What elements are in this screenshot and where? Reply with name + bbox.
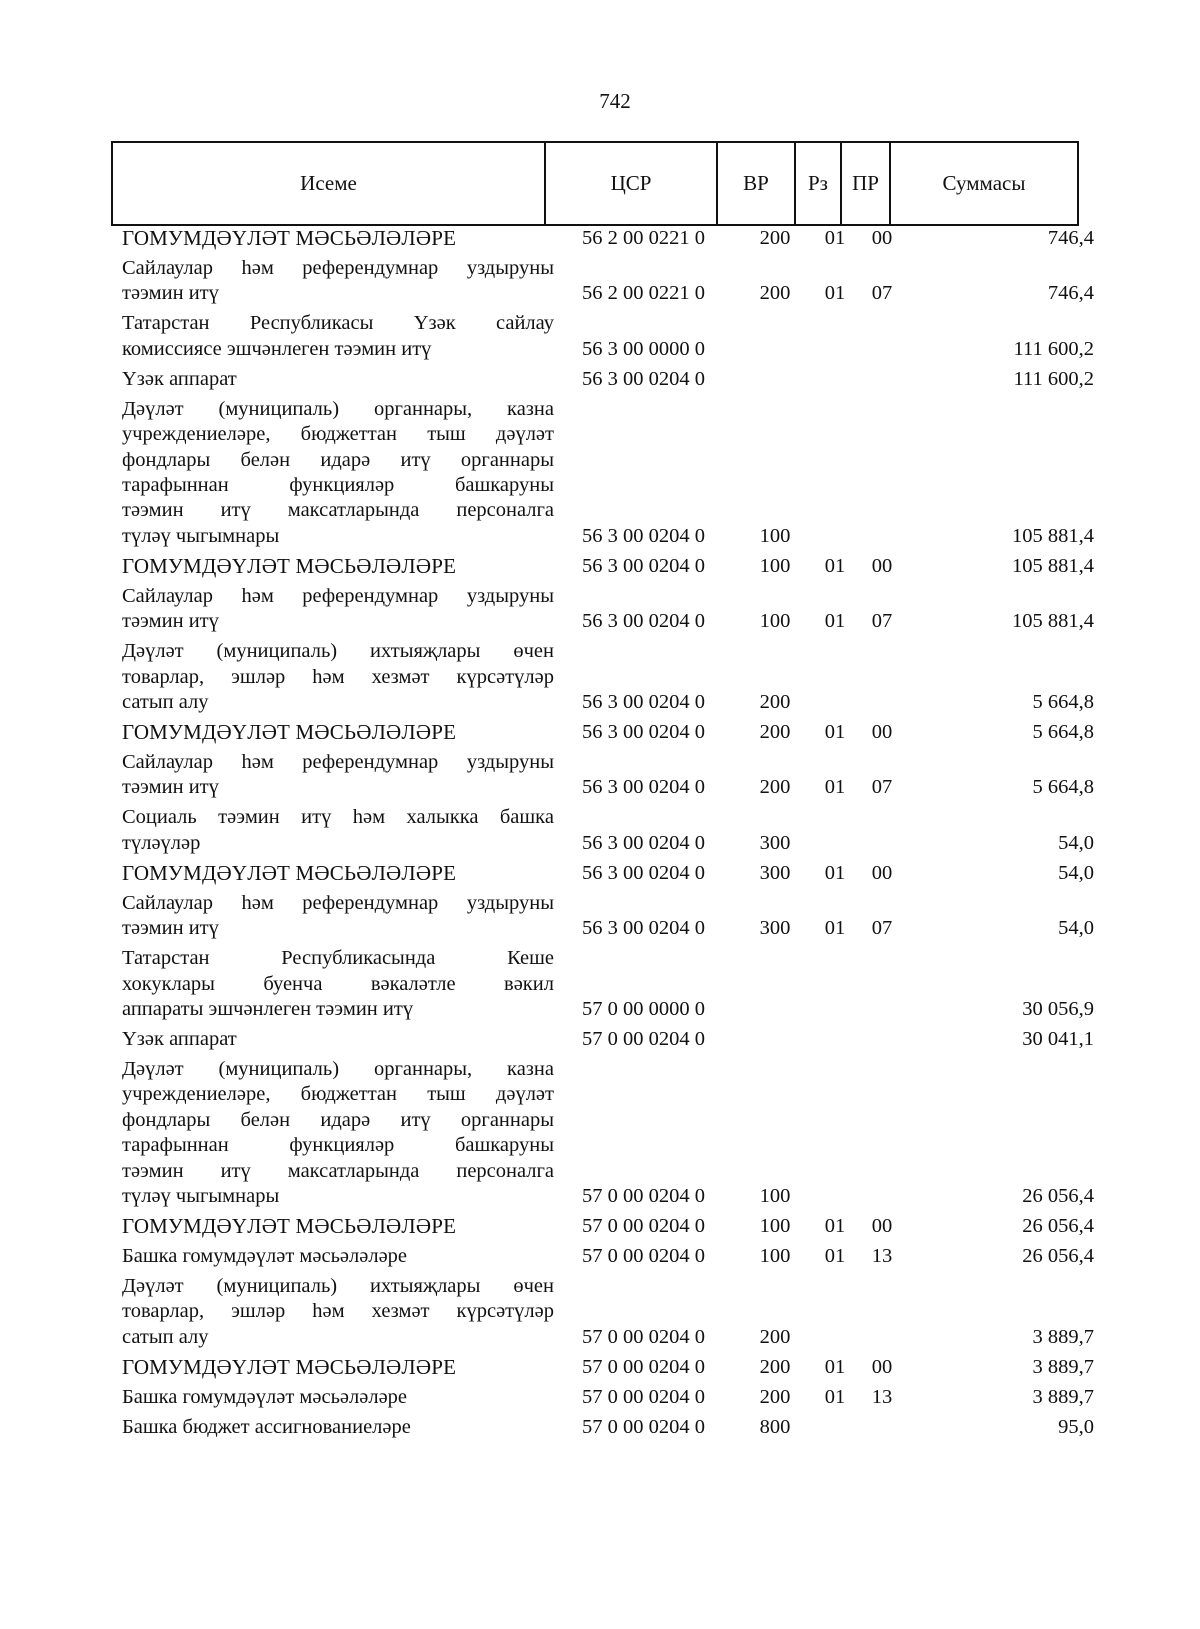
- table-row: [0, 1415, 1200, 1440]
- row-name-line: товарлар, эшләр һәм хезмәт күрсәтүләр: [122, 665, 554, 688]
- row-name-line: тарафыннан функцияләр башкаруны: [122, 474, 554, 497]
- row-vr: 200: [759, 1355, 791, 1378]
- row-name-line: товарлар, эшләр һәм хезмәт күрсәтүләр: [122, 1300, 554, 1323]
- row-vr: 200: [759, 1325, 791, 1348]
- row-csr: 57 0 00 0204 0: [582, 1355, 705, 1378]
- row-name-line: Сайлаулар һәм референдумнар уздыруны: [122, 257, 554, 279]
- row-rz: 01: [824, 1385, 846, 1408]
- row-vr: 100: [759, 1184, 791, 1207]
- row-name-line: ГОМУМДӘҮЛӘТ МӘСЬӘЛӘЛӘРЕ: [122, 1354, 457, 1379]
- row-vr: 800: [759, 1415, 791, 1438]
- row-vr: 200: [759, 226, 791, 249]
- row-name-line: Сайлаулар һәм референдумнар уздыруны: [122, 891, 554, 914]
- header-csr: ЦСР: [544, 143, 716, 224]
- row-rz: 01: [824, 1355, 846, 1378]
- row-name: [122, 861, 554, 886]
- row-name: [122, 311, 554, 362]
- row-csr: 56 3 00 0204 0: [582, 367, 705, 390]
- row-sum: 30 041,1: [1022, 1027, 1094, 1050]
- row-name-line: Дәүләт (муниципаль) органнары, казна: [122, 397, 554, 420]
- row-vr: 100: [759, 524, 791, 547]
- row-csr: 56 3 00 0204 0: [582, 690, 705, 713]
- row-name-line: тәэмин итү: [122, 776, 219, 799]
- row-vr: 100: [759, 1244, 791, 1267]
- row-csr: 56 3 00 0204 0: [582, 720, 705, 743]
- row-rz: 01: [824, 720, 846, 743]
- row-name-line: тарафыннан функцияләр башкаруны: [122, 1134, 554, 1157]
- row-sum: 5 664,8: [1032, 720, 1094, 743]
- row-vr: 100: [759, 1214, 791, 1237]
- row-sum: 105 881,4: [1012, 610, 1094, 633]
- row-name-line: сатып алу: [122, 691, 209, 713]
- table-row: [0, 891, 1200, 942]
- row-csr: 57 0 00 0204 0: [582, 1385, 705, 1408]
- row-name-line: ГОМУМДӘҮЛӘТ МӘСЬӘЛӘЛӘРЕ: [122, 860, 457, 885]
- table-row: [0, 1274, 1200, 1350]
- header-rz: Рз: [794, 143, 840, 224]
- table-row: [0, 639, 1200, 715]
- row-name-line: Сайлаулар һәм референдумнар уздыруны: [122, 751, 554, 773]
- row-sum: 26 056,4: [1022, 1184, 1094, 1207]
- row-rz: 01: [824, 554, 846, 577]
- row-rz: 01: [824, 776, 846, 799]
- row-rz: 01: [824, 226, 846, 249]
- row-name-line: фондлары белән идарә итү органнары: [122, 448, 554, 471]
- row-rz: 01: [824, 610, 846, 633]
- row-pr: 00: [871, 861, 893, 884]
- row-name: [122, 584, 554, 635]
- row-name-line: Татарстан Республикасы Үзәк сайлау: [122, 312, 554, 335]
- row-name: [122, 367, 554, 392]
- table-row: [0, 584, 1200, 635]
- row-name-line: хокуклары буенча вәкаләтле вәкил: [122, 972, 554, 995]
- row-name-line: Дәүләт (муниципаль) ихтыяҗлары өчен: [122, 640, 554, 663]
- row-name-line: түләү чыгымнары: [122, 1185, 280, 1208]
- row-name-line: Үзәк аппарат: [122, 367, 237, 390]
- table-header: [111, 141, 1079, 226]
- row-rz: 01: [824, 917, 846, 940]
- row-sum: 95,0: [1058, 1415, 1094, 1438]
- row-name-line: тәэмин итү: [122, 610, 219, 633]
- row-name-line: Башка бюджет ассигнованиеләре: [122, 1415, 411, 1438]
- row-pr: 07: [871, 282, 893, 305]
- row-name-line: тәэмин итү: [122, 282, 219, 305]
- row-name-line: Социаль тәэмин итү һәм халыкка башка: [122, 806, 554, 829]
- row-csr: 56 3 00 0204 0: [582, 524, 705, 547]
- header-vr: ВР: [716, 143, 794, 224]
- row-sum: 3 889,7: [1032, 1385, 1094, 1408]
- header-name: Исеме: [300, 171, 357, 195]
- row-name: [122, 1274, 554, 1350]
- row-csr: 57 0 00 0204 0: [582, 1325, 705, 1348]
- row-name: [122, 805, 554, 856]
- row-pr: 13: [871, 1385, 893, 1408]
- row-name-line: тәэмин итү максатларында персоналга: [122, 1159, 554, 1182]
- row-pr: 00: [871, 226, 893, 249]
- row-name-line: Башка гомумдәүләт мәсьәләләре: [122, 1385, 408, 1408]
- table-row: [0, 1385, 1200, 1410]
- row-rz: 01: [824, 1244, 846, 1267]
- row-sum: 26 056,4: [1022, 1244, 1094, 1267]
- row-name: [122, 1214, 554, 1239]
- row-vr: 100: [759, 610, 791, 633]
- row-name-line: аппараты эшчәнлеген тәэмин итү: [122, 998, 414, 1020]
- row-name: [122, 1027, 554, 1052]
- row-name: [122, 750, 554, 801]
- row-name-line: Сайлаулар һәм референдумнар уздыруны: [122, 584, 554, 607]
- row-sum: 3 889,7: [1032, 1355, 1094, 1378]
- row-vr: 200: [759, 690, 791, 713]
- table-row: [0, 805, 1200, 856]
- row-name-line: Татарстан Республикасында Кеше: [122, 947, 554, 970]
- row-pr: 00: [871, 720, 893, 743]
- row-sum: 746,4: [1047, 226, 1094, 249]
- row-name-line: сатып алу: [122, 1325, 209, 1348]
- row-vr: 300: [759, 861, 791, 884]
- row-name-line: комиссиясе эшчәнлеген тәэмин итү: [122, 337, 432, 360]
- table-row: [0, 367, 1200, 392]
- row-sum: 111 600,2: [1013, 367, 1094, 390]
- row-name-line: түләүләр: [122, 831, 201, 854]
- row-name-line: фондлары белән идарә итү органнары: [122, 1108, 554, 1131]
- row-name-line: учреждениеләре, бюджеттан тыш дәүләт: [122, 423, 554, 446]
- row-csr: 56 3 00 0204 0: [582, 831, 705, 854]
- table-row: [0, 311, 1200, 362]
- row-name-line: ГОМУМДӘҮЛӘТ МӘСЬӘЛӘЛӘРЕ: [122, 553, 457, 578]
- row-sum: 3 889,7: [1032, 1325, 1094, 1348]
- table-row: [0, 1057, 1200, 1209]
- row-name: [122, 1415, 554, 1440]
- table-row: [0, 256, 1200, 307]
- row-csr: 57 0 00 0204 0: [582, 1184, 705, 1207]
- table-row: [0, 946, 1200, 1022]
- row-csr: 56 2 00 0221 0: [582, 226, 705, 249]
- table-row: [0, 750, 1200, 801]
- row-name: [122, 226, 554, 251]
- row-sum: 26 056,4: [1022, 1214, 1094, 1237]
- row-name-line: учреждениеләре, бюджеттан тыш дәүләт: [122, 1083, 554, 1106]
- row-rz: 01: [824, 1214, 846, 1237]
- table-row: [0, 554, 1200, 579]
- row-name-line: түләү чыгымнары: [122, 524, 280, 547]
- row-csr: 56 3 00 0204 0: [582, 917, 705, 940]
- table-row: [0, 226, 1200, 251]
- row-sum: 5 664,8: [1032, 690, 1094, 713]
- row-csr: 56 3 00 0204 0: [582, 610, 705, 633]
- row-pr: 07: [871, 776, 893, 799]
- table-row: [0, 1355, 1200, 1380]
- row-csr: 56 3 00 0204 0: [582, 776, 705, 799]
- row-name-line: тәэмин итү: [122, 917, 219, 940]
- row-vr: 300: [759, 831, 791, 854]
- row-vr: 200: [759, 1385, 791, 1408]
- row-sum: 105 881,4: [1012, 554, 1094, 577]
- table-row: [0, 861, 1200, 886]
- row-name: [122, 946, 554, 1022]
- row-name-line: ГОМУМДӘҮЛӘТ МӘСЬӘЛӘЛӘРЕ: [122, 720, 457, 744]
- row-name: [122, 1355, 554, 1380]
- table-row: [0, 1027, 1200, 1052]
- header-pr: ПР: [840, 143, 889, 224]
- row-name: [122, 639, 554, 715]
- table-row: [0, 1244, 1200, 1269]
- row-rz: 01: [824, 282, 846, 305]
- row-pr: 07: [871, 610, 893, 633]
- row-sum: 746,4: [1047, 282, 1094, 305]
- row-name-line: Дәүләт (муниципаль) органнары, казна: [122, 1058, 554, 1080]
- row-sum: 54,0: [1058, 861, 1094, 884]
- row-sum: 105 881,4: [1012, 524, 1094, 547]
- row-name-line: ГОМУМДӘҮЛӘТ МӘСЬӘЛӘЛӘРЕ: [122, 226, 457, 250]
- row-name: [122, 1057, 554, 1209]
- row-sum: 54,0: [1058, 831, 1094, 854]
- row-csr: 57 0 00 0204 0: [582, 1214, 705, 1237]
- row-sum: 30 056,9: [1022, 997, 1094, 1020]
- row-name-line: тәэмин итү максатларында персоналга: [122, 499, 554, 522]
- row-pr: 00: [871, 554, 893, 577]
- row-pr: 13: [871, 1244, 893, 1267]
- row-pr: 00: [871, 1214, 893, 1237]
- row-name-line: ГОМУМДӘҮЛӘТ МӘСЬӘЛӘЛӘРЕ: [122, 1214, 457, 1238]
- table-row: [0, 720, 1200, 745]
- row-csr: 57 0 00 0000 0: [582, 997, 705, 1020]
- table-row: [0, 397, 1200, 549]
- row-vr: 200: [759, 282, 791, 305]
- row-name-line: Үзәк аппарат: [122, 1028, 237, 1050]
- row-csr: 56 3 00 0000 0: [582, 337, 705, 360]
- row-sum: 5 664,8: [1032, 776, 1094, 799]
- table-row: [0, 1214, 1200, 1239]
- row-csr: 57 0 00 0204 0: [582, 1415, 705, 1438]
- row-pr: 00: [871, 1355, 893, 1378]
- row-name: [122, 1385, 554, 1410]
- row-name: [122, 256, 554, 307]
- row-csr: 57 0 00 0204 0: [582, 1027, 705, 1050]
- header-sum: Суммасы: [889, 143, 1077, 224]
- row-pr: 07: [871, 917, 893, 940]
- row-sum: 54,0: [1058, 917, 1094, 940]
- row-sum: 111 600,2: [1013, 337, 1094, 360]
- row-name-line: Дәүләт (муниципаль) ихтыяҗлары өчен: [122, 1275, 554, 1297]
- row-rz: 01: [824, 861, 846, 884]
- row-csr: 57 0 00 0204 0: [582, 1244, 705, 1267]
- page-number: 742: [599, 89, 631, 113]
- row-name: [122, 1244, 554, 1269]
- row-vr: 300: [759, 917, 791, 940]
- row-csr: 56 3 00 0204 0: [582, 554, 705, 577]
- row-vr: 100: [759, 554, 791, 577]
- row-vr: 200: [759, 720, 791, 743]
- row-name-line: Башка гомумдәүләт мәсьәләләре: [122, 1245, 408, 1267]
- row-name: [122, 891, 554, 942]
- row-name: [122, 397, 554, 549]
- row-name: [122, 554, 554, 579]
- row-vr: 200: [759, 776, 791, 799]
- row-name: [122, 720, 554, 745]
- row-csr: 56 2 00 0221 0: [582, 282, 705, 305]
- row-csr: 56 3 00 0204 0: [582, 861, 705, 884]
